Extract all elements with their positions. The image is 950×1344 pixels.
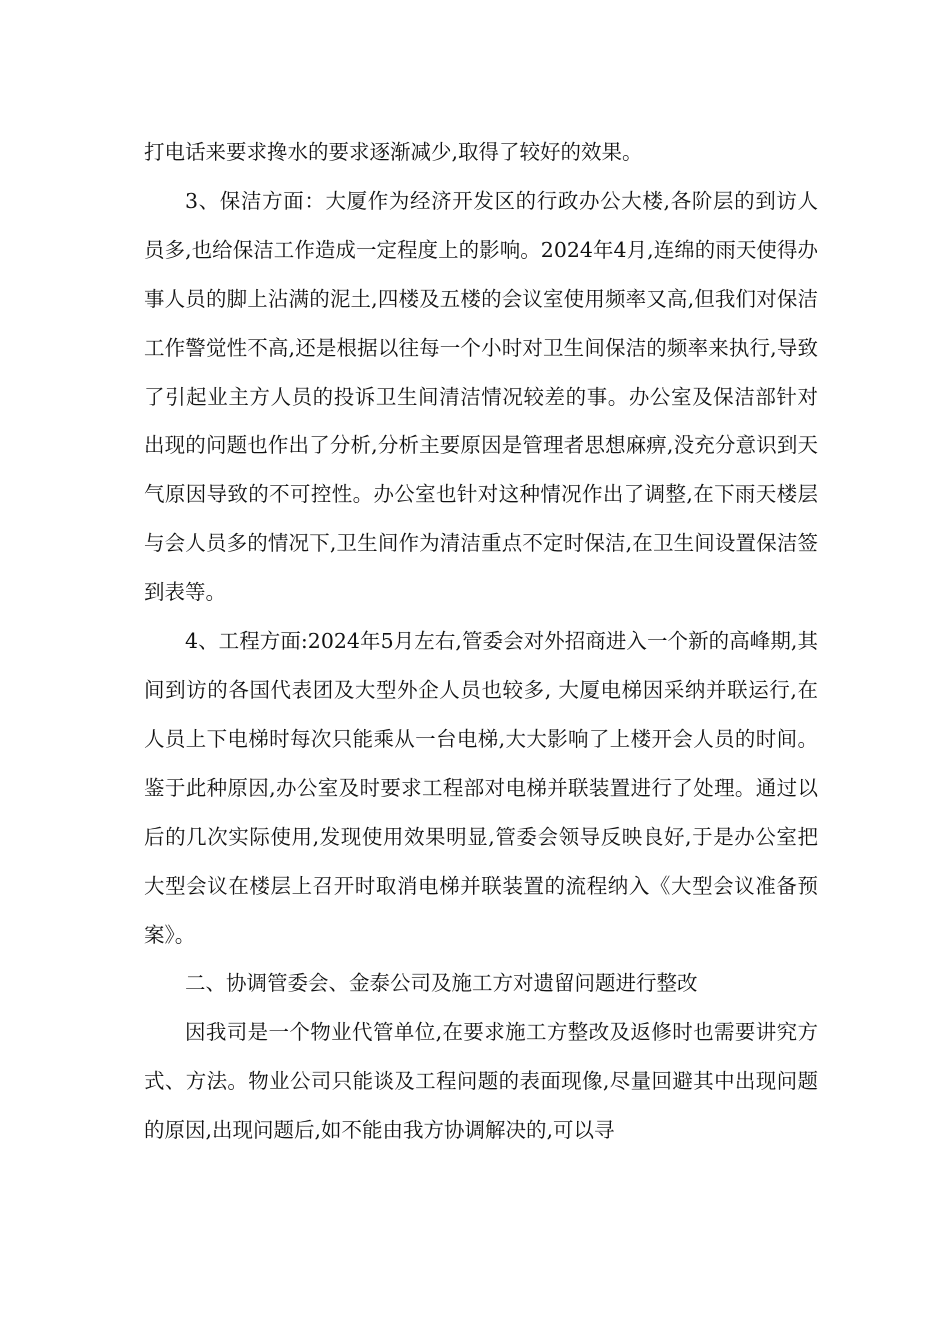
document-body xyxy=(144,128,818,1155)
section-heading-rectification: 二、协调管委会、金泰公司及施工方对遗留问题进行整改 xyxy=(185,971,698,996)
paragraph-water-supply-result: 打电话来要求搀水的要求逐渐减少,取得了较好的效果。 xyxy=(144,140,643,164)
paragraph-cleaning: 3、保洁方面：大厦作为经济开发区的行政办公大楼,各阶层的到访人员多,也给保洁工作造成一定程度上的影响。2024年4月,连绵的雨天使得办事人员的脚上沾满的泥土,四楼及五楼的会议室使用频率又高,但我们对保洁工作警觉性不高,还是根据以往每一个小时对卫生间保洁的频率来执行,导致了引起业主方人员的投诉卫生间清洁情况较差的事。办公室及保洁部针对出现的问题也作出了分析,分析主要原因是管理者思想麻痹,没充分意识到天气原因导致的不可控性。办公室也针对这种情况作出了调整,在下雨天楼层与会人员多的情况下,卫生间作为清洁重点不定时保洁,在卫生间设置保洁签到表等。 xyxy=(144,188,818,605)
paragraph-property-management: 因我司是一个物业代管单位,在要求施工方整改及返修时也需要讲究方式、方法。物业公司只能谈及工程问题的表面现像,尽量回避其中出现问题的原因,出现问题后,如不能由我方协调解决的,可以寻 xyxy=(144,1020,818,1143)
paragraph-engineering: 4、工程方面:2024年5月左右,管委会对外招商进入一个新的高峰期,其间到访的各国代表团及大型外企人员也较多, 大厦电梯因采纳并联运行,在人员上下电梯时每次只能乘从一台电梯,大大影响了上楼开会人员的时间。鉴于此种原因,办公室及时要求工程部对电梯并联装置进行了处理。通过以后的几次实际使用,发现使用效果明显,管委会领导反映良好,于是办公室把大型会议在楼层上召开时取消电梯并联装置的流程纳入《大型会议准备预案》。 xyxy=(144,629,818,947)
